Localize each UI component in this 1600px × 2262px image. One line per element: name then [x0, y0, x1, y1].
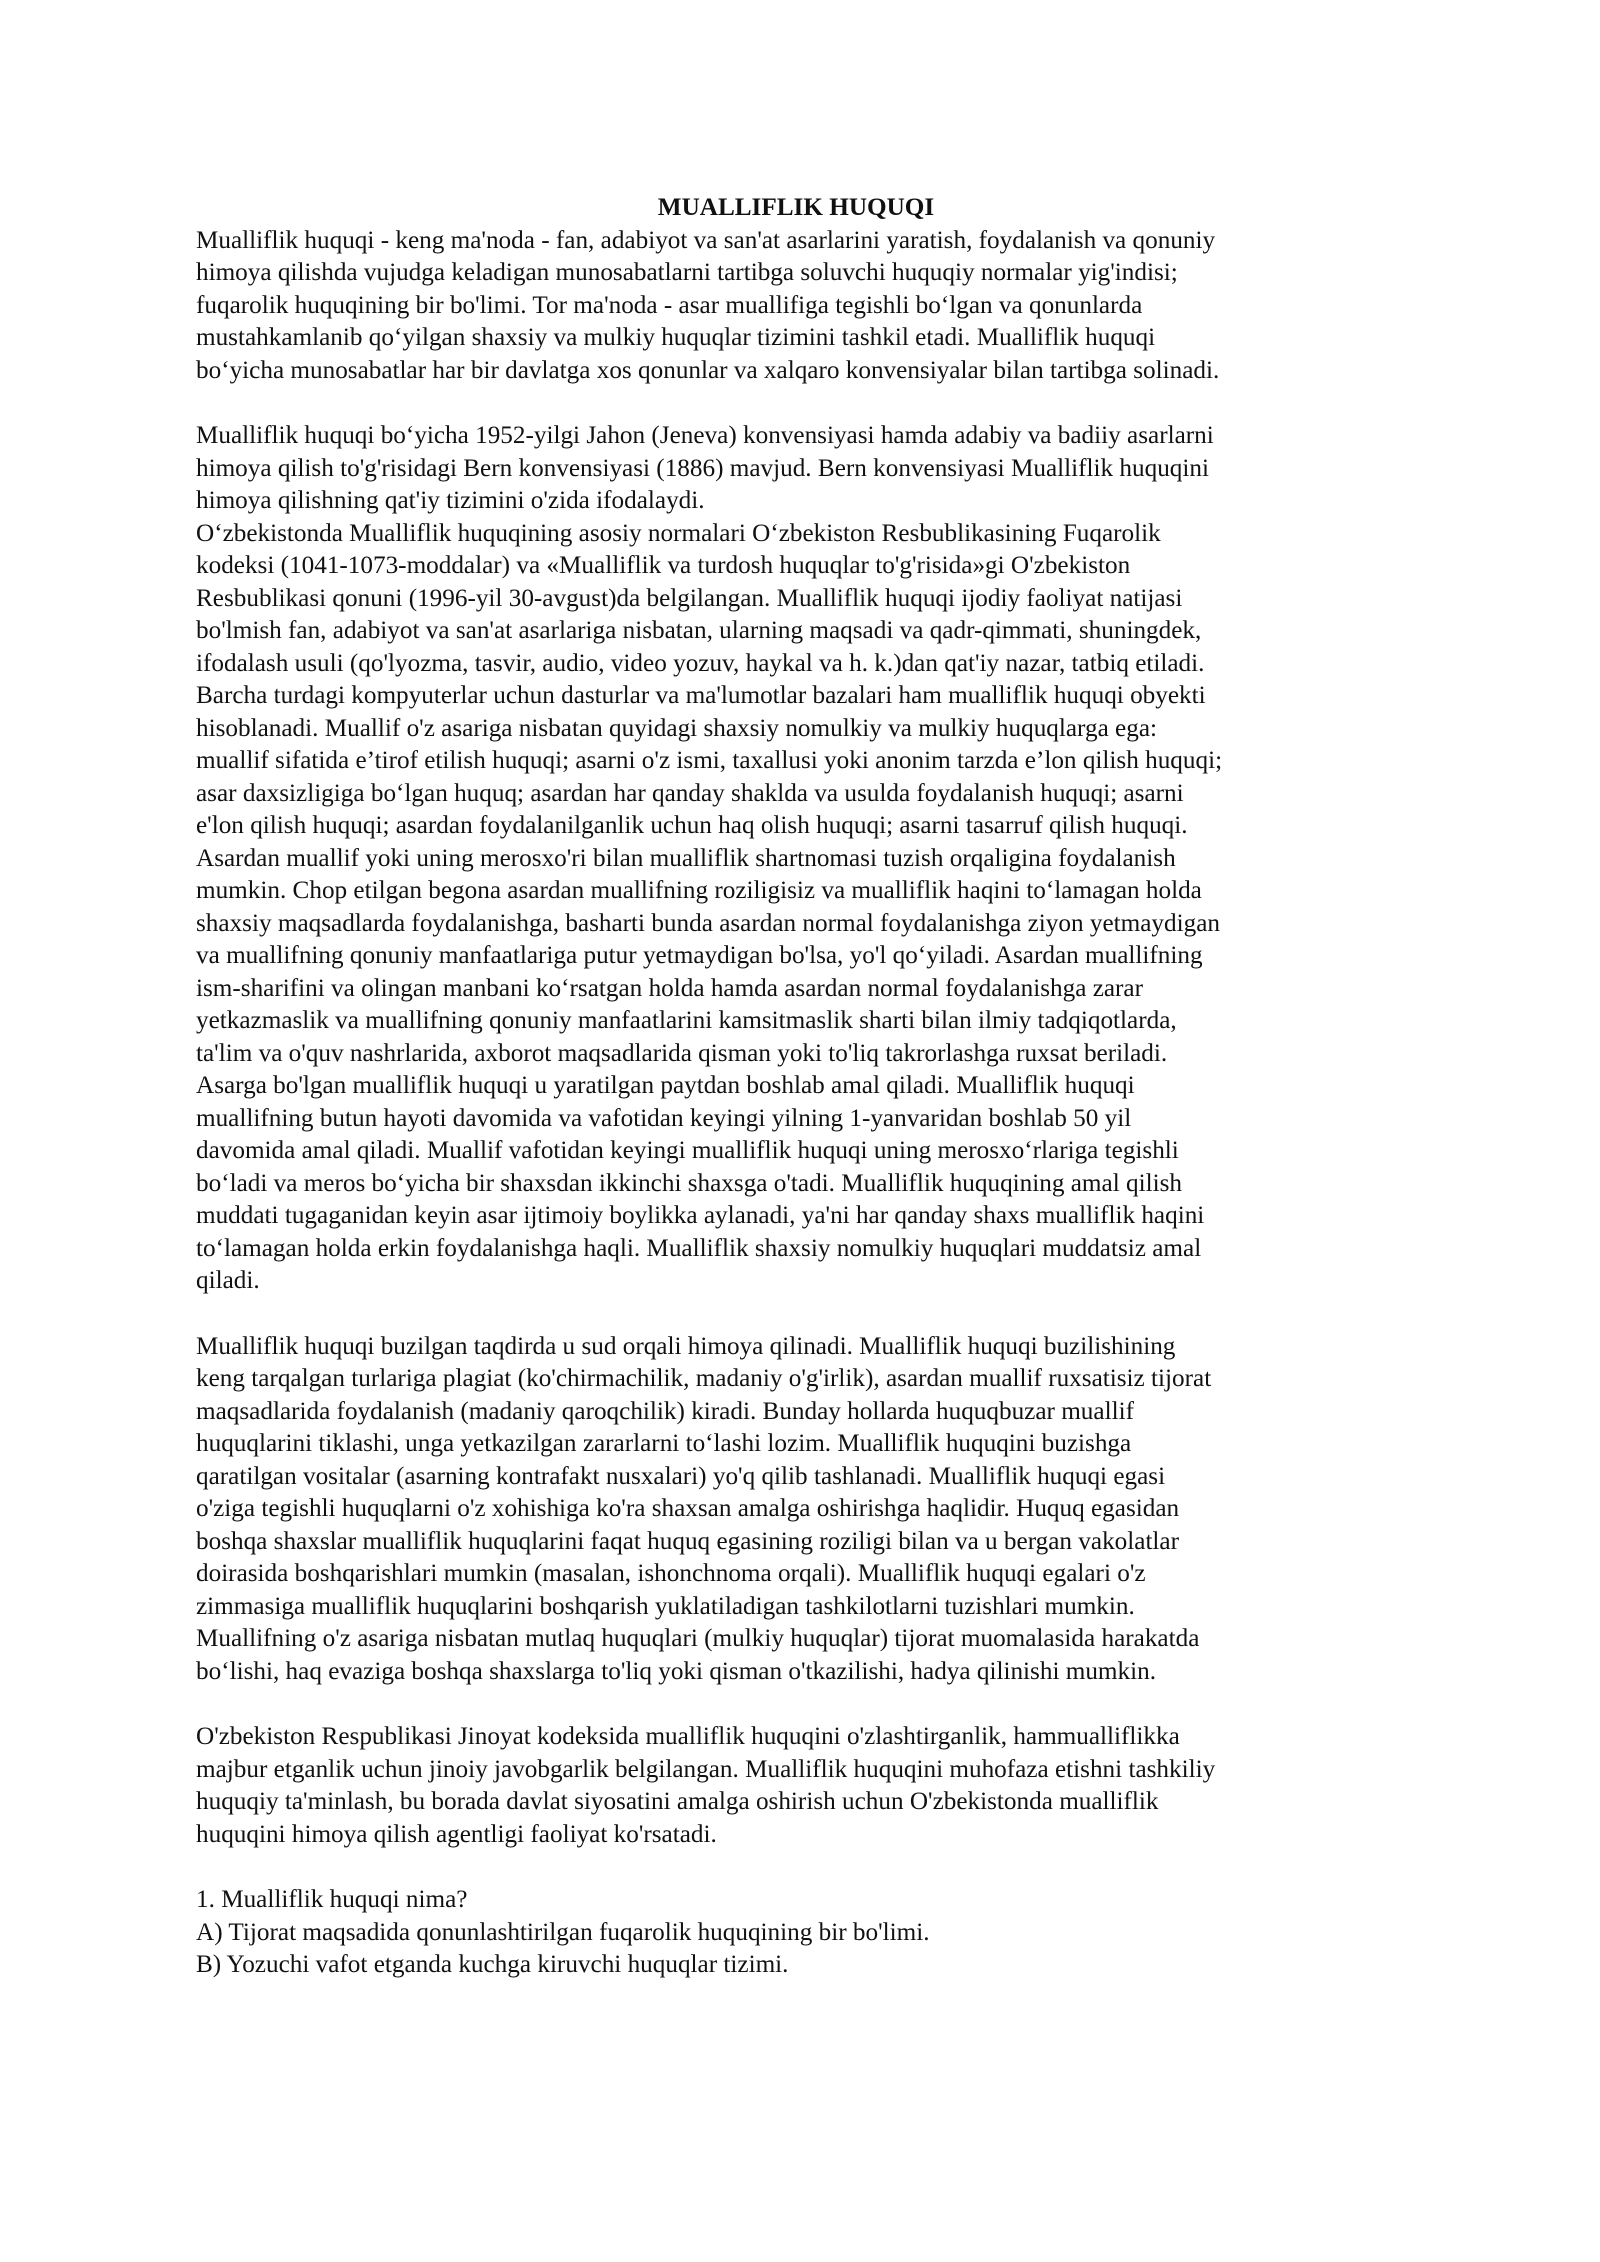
- text-line: fuqarolik huquqining bir bo'limi. Tor ma'noda - asar muallifiga tegishli bo‘lgan va qonunlarda: [196, 291, 1143, 319]
- document-page: [196, 192, 1416, 1982]
- text-line: asar daxsizligiga bo‘lgan huquq; asardan har qanday shaklda va usulda foydalanish huquqi; asarni: [196, 779, 1184, 807]
- text-line: bo‘ladi va meros bo‘yicha bir shaxsdan ikkinchi shaxsga o'tadi. Mualliflik huquqining amal qilish: [196, 1169, 1182, 1197]
- text-line: qaratilgan vositalar (asarning kontrafakt nusxalari) yo'q qilib tashlanadi. Mualliflik huquqi egasi: [196, 1462, 1166, 1490]
- text-line: zimmasiga mualliflik huquqlarini boshqarish yuklatiladigan tashkilotlarni tuzishlari mumkin.: [196, 1592, 1135, 1620]
- text-line: ta'lim va o'quv nashrlarida, axborot maqsadlarida qisman yoki to'liq takrorlashga ruxsat beriladi.: [196, 1039, 1168, 1067]
- text-line: himoya qilishning qat'iy tizimini o'zida ifodalaydi.: [196, 487, 705, 514]
- text-line: muallifning butun hayoti davomida va vafotidan keyingi yilning 1-yanvaridan boshlab 50 yil: [196, 1104, 1132, 1132]
- text-line: doirasida boshqarishlari mumkin (masalan, ishonchnoma orqali). Mualliflik huquqi egalari o'z: [196, 1560, 1146, 1587]
- text-line: bo'lmish fan, adabiyot va san'at asarlariga nisbatan, ularning maqsadi va qadr-qimmati, shuningdek,: [196, 617, 1202, 644]
- paragraph: [196, 1721, 1416, 1851]
- text-line: yetkazmaslik va muallifning qonuniy manfaatlarini kamsitmaslik sharti bilan ilmiy tadqiqotlarda,: [196, 1007, 1177, 1034]
- text-line: Barcha turdagi kompyuterlar uchun dasturlar va ma'lumotlar bazalari ham mualliflik huquqi obyekti: [196, 682, 1206, 709]
- text-line: O'zbekiston Respublikasi Jinoyat kodeksida mualliflik huquqini o'zlashtirganlik, hammualliflikka: [196, 1723, 1180, 1750]
- text-line: Resbublikasi qonuni (1996-yil 30-avgust)da belgilangan. Mualliflik huquqi ijodiy faoliyat natijasi: [196, 584, 1183, 612]
- text-line: e'lon qilish huquqi; asardan foydalanilganlik uchun haq olish huquqi; asarni tasarruf qilish huquqi.: [196, 812, 1188, 839]
- text-line: boshqa shaxslar mualliflik huquqlarini faqat huquq egasining roziligi bilan va u bergan vakolatlar: [196, 1527, 1180, 1555]
- paragraph: [196, 225, 1416, 388]
- text-line: hisoblanadi. Muallif o'z asariga nisbatan quyidagi shaxsiy nomulkiy va mulkiy huquqlarga ega:: [196, 714, 1158, 742]
- text-line: huquqini himoya qilish agentligi faoliyat ko'rsatadi.: [196, 1820, 717, 1848]
- text-line: davomida amal qiladi. Muallif vafotidan keyingi mualliflik huquqi uning merosxo‘rlariga tegishli: [196, 1137, 1179, 1164]
- text-line: qiladi.: [196, 1267, 260, 1294]
- paragraph: [196, 1331, 1416, 1689]
- text-line: Mualliflik huquqi - keng ma'noda - fan, adabiyot va san'at asarlarini yaratish, foydalanish va qonuniy: [196, 226, 1216, 254]
- paragraph-gap: [196, 1688, 1416, 1721]
- text-line: mustahkamlanib qo‘yilgan shaxsiy va mulkiy huquqlar tizimini tashkil etadi. Mualliflik huquqi: [196, 324, 1156, 351]
- text-line: ism-sharifini va olingan manbani ko‘rsatgan holda hamda asardan normal foydalanishga zarar: [196, 974, 1144, 1002]
- text-line: muallif sifatida e’tirof etilish huquqi; asarni o'z ismi, taxallusi yoki anonim tarzda e’lon qilish huquqi;: [196, 747, 1223, 774]
- text-line: bo‘lishi, haq evaziga boshqa shaxslarga to'liq yoki qisman o'tkazilishi, hadya qilinishi mumkin.: [196, 1657, 1157, 1685]
- text-line: Mualliflik huquqi buzilgan taqdirda u sud orqali himoya qilinadi. Mualliflik huquqi buzilishining: [196, 1332, 1176, 1360]
- text-line: majbur etganlik uchun jinoiy javobgarlik belgilangan. Mualliflik huquqini muhofaza etishni tashkiliy: [196, 1755, 1216, 1783]
- text-line: bo‘yicha munosabatlar har bir davlatga xos qonunlar va xalqaro konvensiyalar bilan tartibga solinadi.: [196, 356, 1220, 384]
- text-line: O‘zbekistonda Mualliflik huquqining asosiy normalari O‘zbekiston Resbublikasining Fuqarolik: [196, 519, 1161, 547]
- text-line: keng tarqalgan turlariga plagiat (ko'chirmachilik, madaniy o'g'irlik), asardan muallif ruxsatisiz tijorat: [196, 1365, 1212, 1392]
- text-line: Muallifning o'z asariga nisbatan mutlaq huquqlari (mulkiy huquqlar) tijorat muomalasida harakatda: [196, 1625, 1200, 1652]
- text-line: huquqiy ta'minlash, bu borada davlat siyosatini amalga oshirish uchun O'zbekistonda mualliflik: [196, 1788, 1159, 1815]
- paragraph: [196, 1884, 1416, 1982]
- paragraph-gap: [196, 1851, 1416, 1884]
- document-body: [196, 225, 1416, 1982]
- text-line: kodeksi (1041-1073-moddalar) va «Mualliflik va turdosh huquqlar to'g'risida»gi O'zbekiston: [196, 552, 1131, 579]
- text-line: Asarga bo'lgan mualliflik huquqi u yaratilgan paytdan boshlab amal qiladi. Mualliflik huquqi: [196, 1072, 1135, 1099]
- paragraph: [196, 420, 1416, 1298]
- text-line: ifodalash usuli (qo'lyozma, tasvir, audio, video yozuv, haykal va h. k.)dan qat'iy nazar, tatbiq etiladi.: [196, 649, 1205, 677]
- text-line: muddati tugaganidan keyin asar ijtimoiy boylikka aylanadi, ya'ni har qanday shaxs mualliflik haqini: [196, 1202, 1205, 1229]
- text-line: Mualliflik huquqi bo‘yicha 1952-yilgi Jahon (Jeneva) konvensiyasi hamda adabiy va badiiy asarlarni: [196, 422, 1214, 449]
- text-line: huquqlarini tiklashi, unga yetkazilgan zararlarni to‘lashi lozim. Mualliflik huquqini buzishga: [196, 1430, 1132, 1457]
- text-line: maqsadlarida foydalanish (madaniy qaroqchilik) kiradi. Bunday hollarda huquqbuzar muallif: [196, 1397, 1134, 1425]
- text-line: 1. Mualliflik huquqi nima?: [196, 1886, 468, 1913]
- text-line: to‘lamagan holda erkin foydalanishga haqli. Mualliflik shaxsiy nomulkiy huquqlari muddatsiz amal: [196, 1234, 1202, 1262]
- text-line: B) Yozuchi vafot etganda kuchga kiruvchi huquqlar tizimi.: [196, 1951, 789, 1978]
- text-line: himoya qilishda vujudga keladigan munosabatlarni tartibga soluvchi huquqiy normalar yig'indisi;: [196, 259, 1178, 286]
- text-line: o'ziga tegishli huquqlarni o'z xohishiga ko'ra shaxsan amalga oshirishga haqlidir. Huquq egasidan: [196, 1495, 1180, 1522]
- paragraph-gap: [196, 1298, 1416, 1331]
- text-line: A) Tijorat maqsadida qonunlashtirilgan fuqarolik huquqining bir bo'limi.: [196, 1918, 930, 1946]
- text-line: va muallifning qonuniy manfaatlariga putur yetmaydigan bo'lsa, yo'l qo‘yiladi. Asardan muallifning: [196, 942, 1203, 969]
- text-line: mumkin. Chop etilgan begona asardan muallifning roziligisiz va mualliflik haqini to‘lamagan holda: [196, 877, 1202, 904]
- document-title: MUALLIFLIK HUQUQI: [657, 194, 935, 221]
- paragraph-gap: [196, 387, 1416, 420]
- text-line: himoya qilish to'g'risidagi Bern konvensiyasi (1886) mavjud. Bern konvensiyasi Mualliflik huquqini: [196, 454, 1209, 482]
- text-line: shaxsiy maqsadlarda foydalanishga, basharti bunda asardan normal foydalanishga ziyon yetmaydigan: [196, 909, 1220, 937]
- text-line: Asardan muallif yoki uning merosxo'ri bilan mualliflik shartnomasi tuzish orqaligina foydalanish: [196, 844, 1176, 872]
